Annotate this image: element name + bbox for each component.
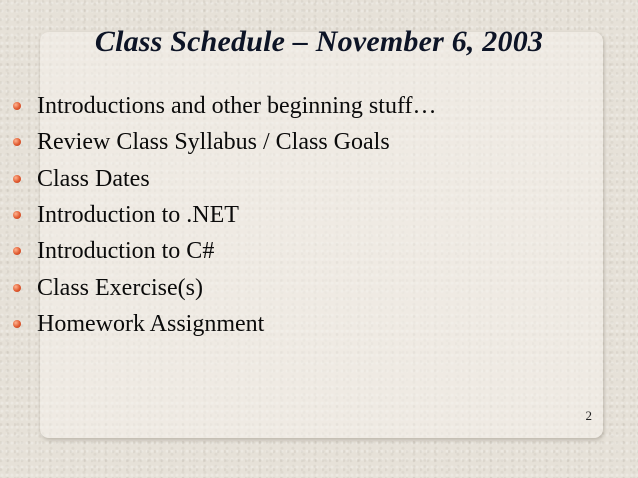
bullet-dot-icon <box>13 102 21 110</box>
bullet-text: Class Exercise(s) <box>37 274 203 301</box>
bullet-text: Introductions and other beginning stuff… <box>37 93 437 120</box>
bullet-item <box>0 124 437 160</box>
bullet-item <box>0 161 437 197</box>
bullet-item <box>0 197 437 233</box>
bullet-text: Homework Assignment <box>37 310 265 337</box>
bullet-list <box>0 88 437 342</box>
bullet-dot-icon <box>13 138 21 146</box>
bullet-text: Review Class Syllabus / Class Goals <box>37 129 390 156</box>
bullet-item <box>0 88 437 124</box>
bullet-text: Introduction to C# <box>37 238 215 265</box>
bullet-dot-icon <box>13 175 21 183</box>
bullet-item <box>0 306 437 342</box>
slide-title: Class Schedule – November 6, 2003 <box>94 25 544 58</box>
bullet-item <box>0 269 437 305</box>
bullet-text: Class Dates <box>37 165 150 192</box>
page-number: 2 <box>585 408 592 423</box>
bullet-text: Introduction to .NET <box>37 202 239 229</box>
bullet-dot-icon <box>13 247 21 255</box>
bullet-dot-icon <box>13 284 21 292</box>
bullet-dot-icon <box>13 211 21 219</box>
bullet-dot-icon <box>13 320 21 328</box>
bullet-item <box>0 233 437 269</box>
